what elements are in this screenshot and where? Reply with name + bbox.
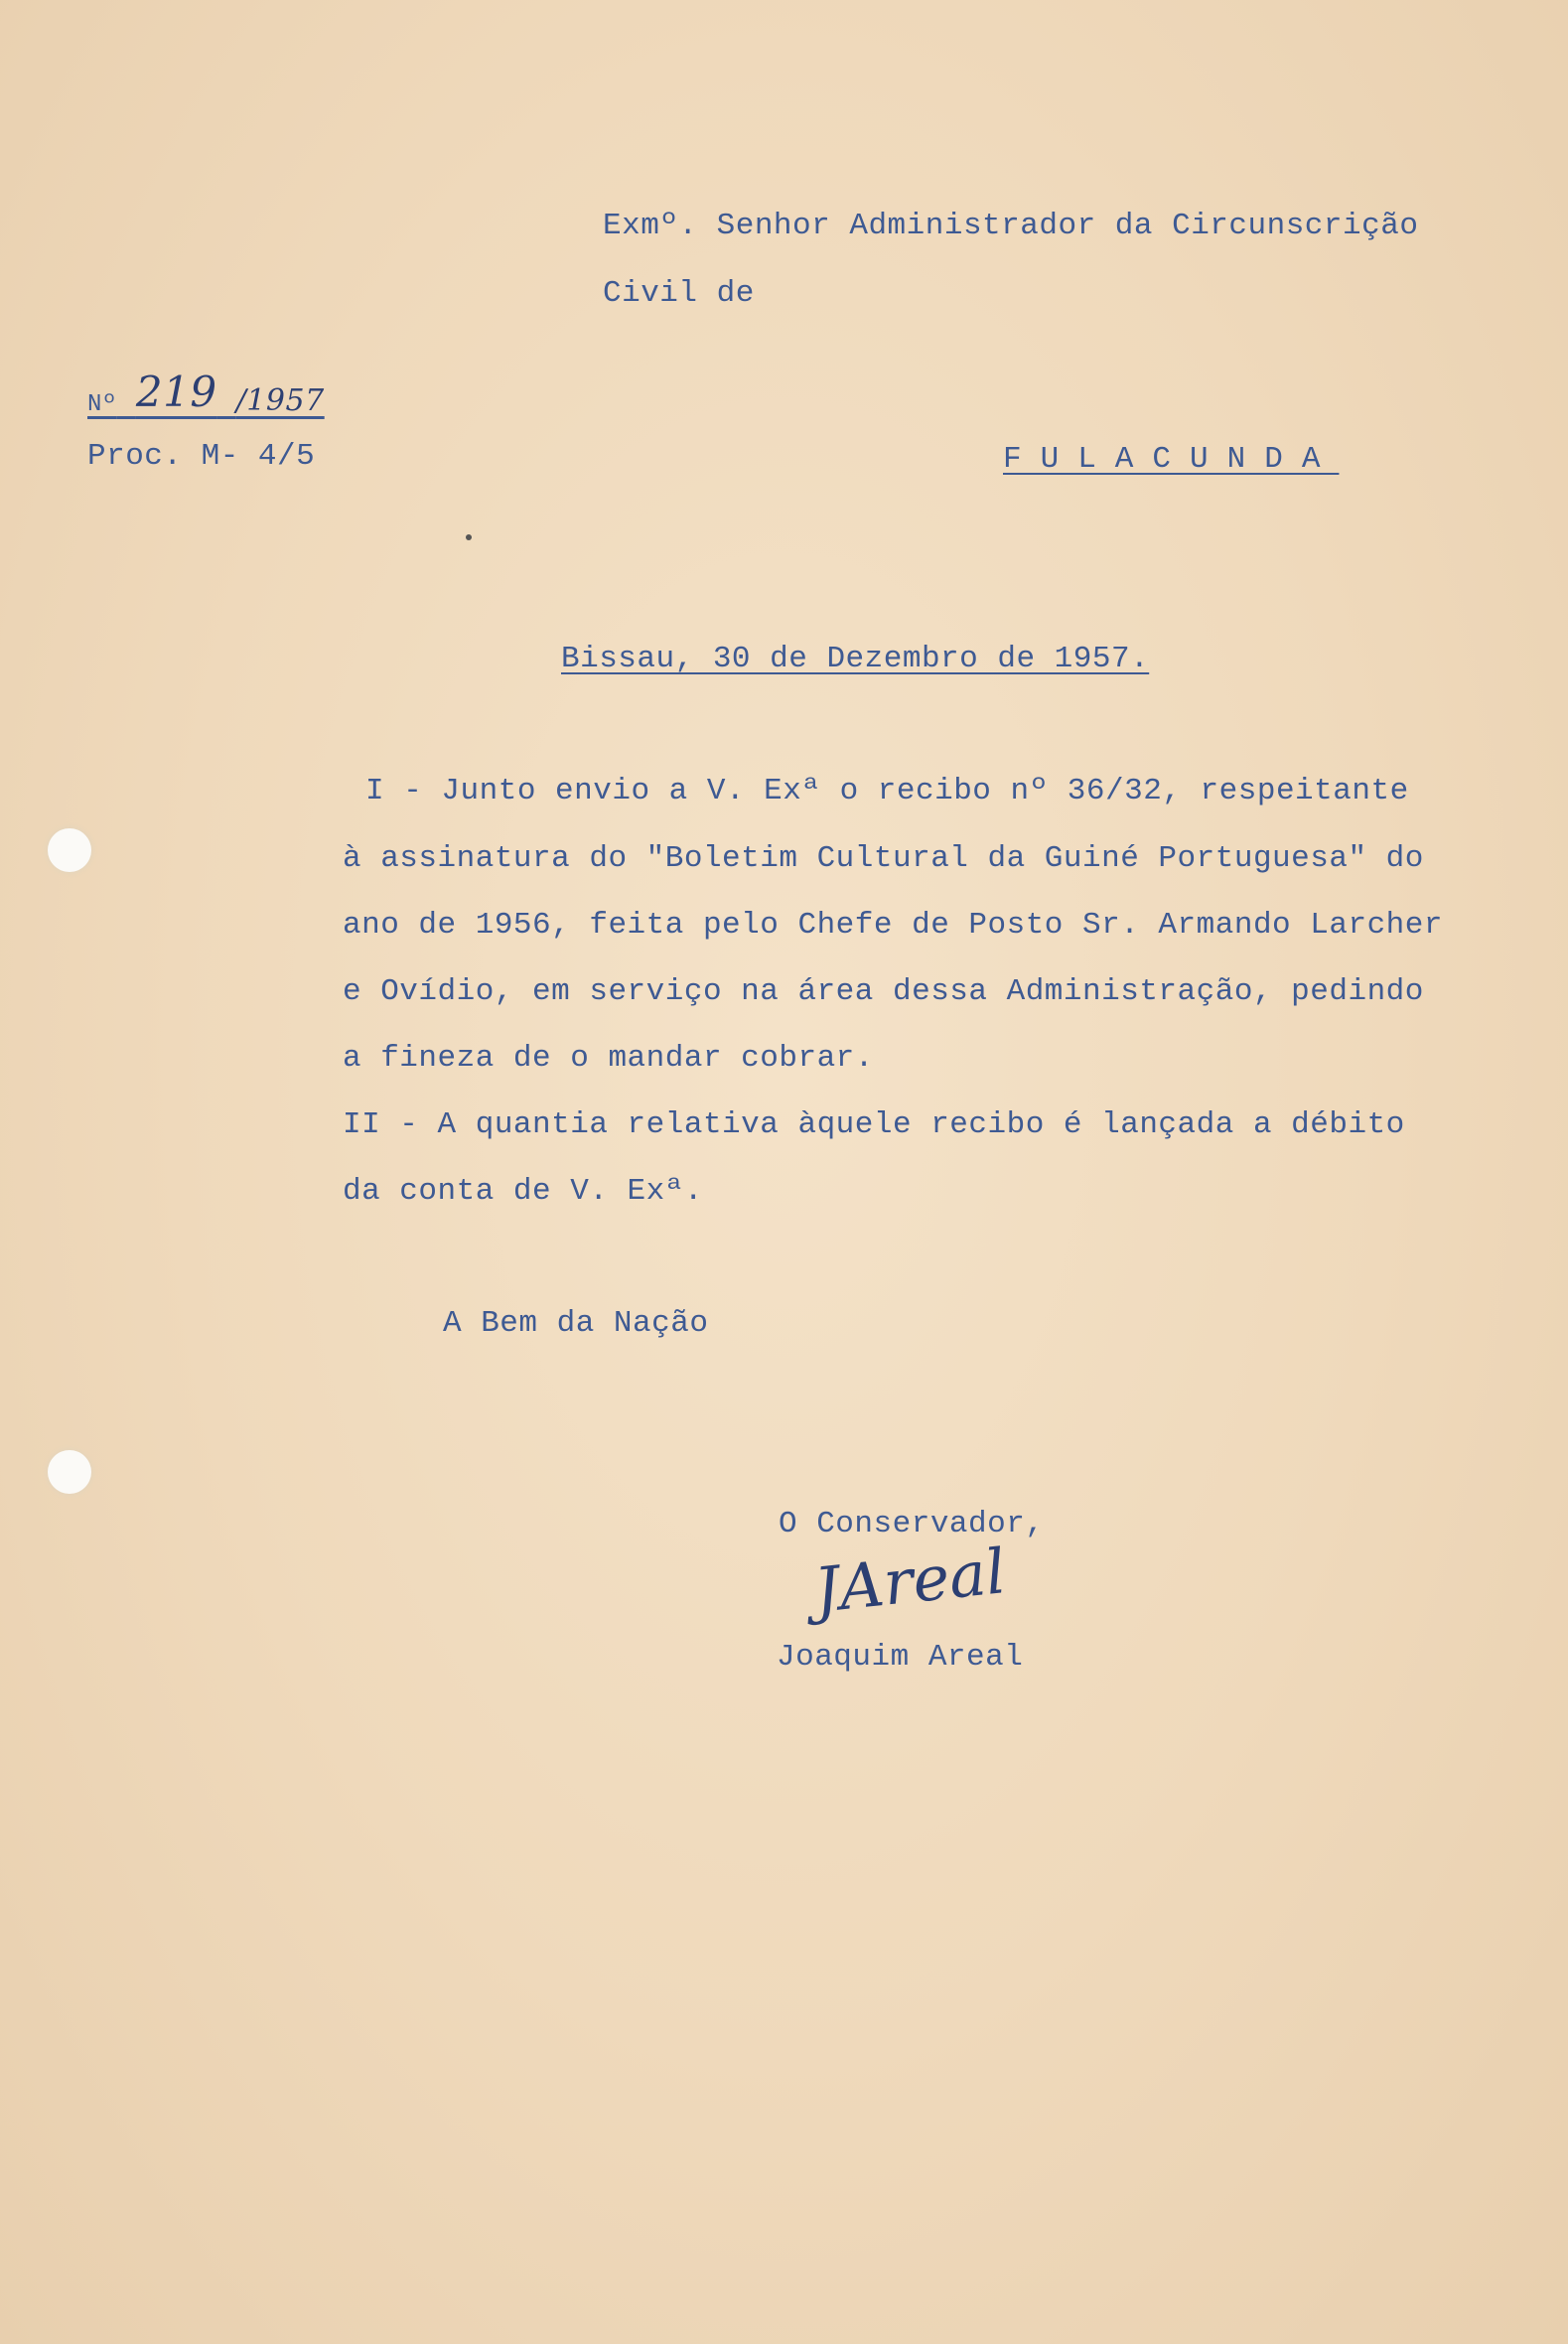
- reference-number-prefix: Nº: [87, 391, 117, 418]
- process-reference: Proc. M- 4/5: [87, 439, 316, 474]
- signatory-name: Joaquim Areal: [777, 1640, 1024, 1675]
- body-line-4: e Ovídio, em serviço na área dessa Administração, pedindo: [343, 974, 1424, 1009]
- body-line-6: II - A quantia relativa àquele recibo é lançada a débito: [343, 1107, 1405, 1142]
- reference-number: [87, 367, 325, 420]
- body-line-2: à assinatura do "Boletim Cultural da Guiné Portuguesa" do: [343, 841, 1424, 876]
- handwritten-signature: JAreal: [810, 1535, 1010, 1627]
- ink-speck: [466, 534, 472, 540]
- body-line-7: da conta de V. Exª.: [343, 1174, 703, 1209]
- punch-hole-bottom: [48, 1450, 91, 1494]
- body-line-1: I - Junto envio a V. Exª o recibo nº 36/32, respeitante: [365, 774, 1409, 808]
- punch-hole-top: [48, 828, 91, 872]
- reference-number-year: /1957: [235, 383, 325, 418]
- closing-salutation: A Bem da Nação: [443, 1306, 709, 1341]
- signatory-title: O Conservador,: [779, 1507, 1045, 1541]
- addressee-place: FULACUNDA: [1003, 442, 1340, 477]
- addressee-line-2: Civil de: [603, 276, 755, 311]
- reference-number-handwritten: 219: [135, 367, 217, 416]
- addressee-line-1: Exmº. Senhor Administrador da Circunscrição: [603, 209, 1419, 243]
- body-line-3: ano de 1956, feita pelo Chefe de Posto Sr. Armando Larcher: [343, 908, 1443, 943]
- date-line: Bissau, 30 de Dezembro de 1957.: [561, 642, 1150, 676]
- body-line-5: a fineza de o mandar cobrar.: [343, 1041, 874, 1076]
